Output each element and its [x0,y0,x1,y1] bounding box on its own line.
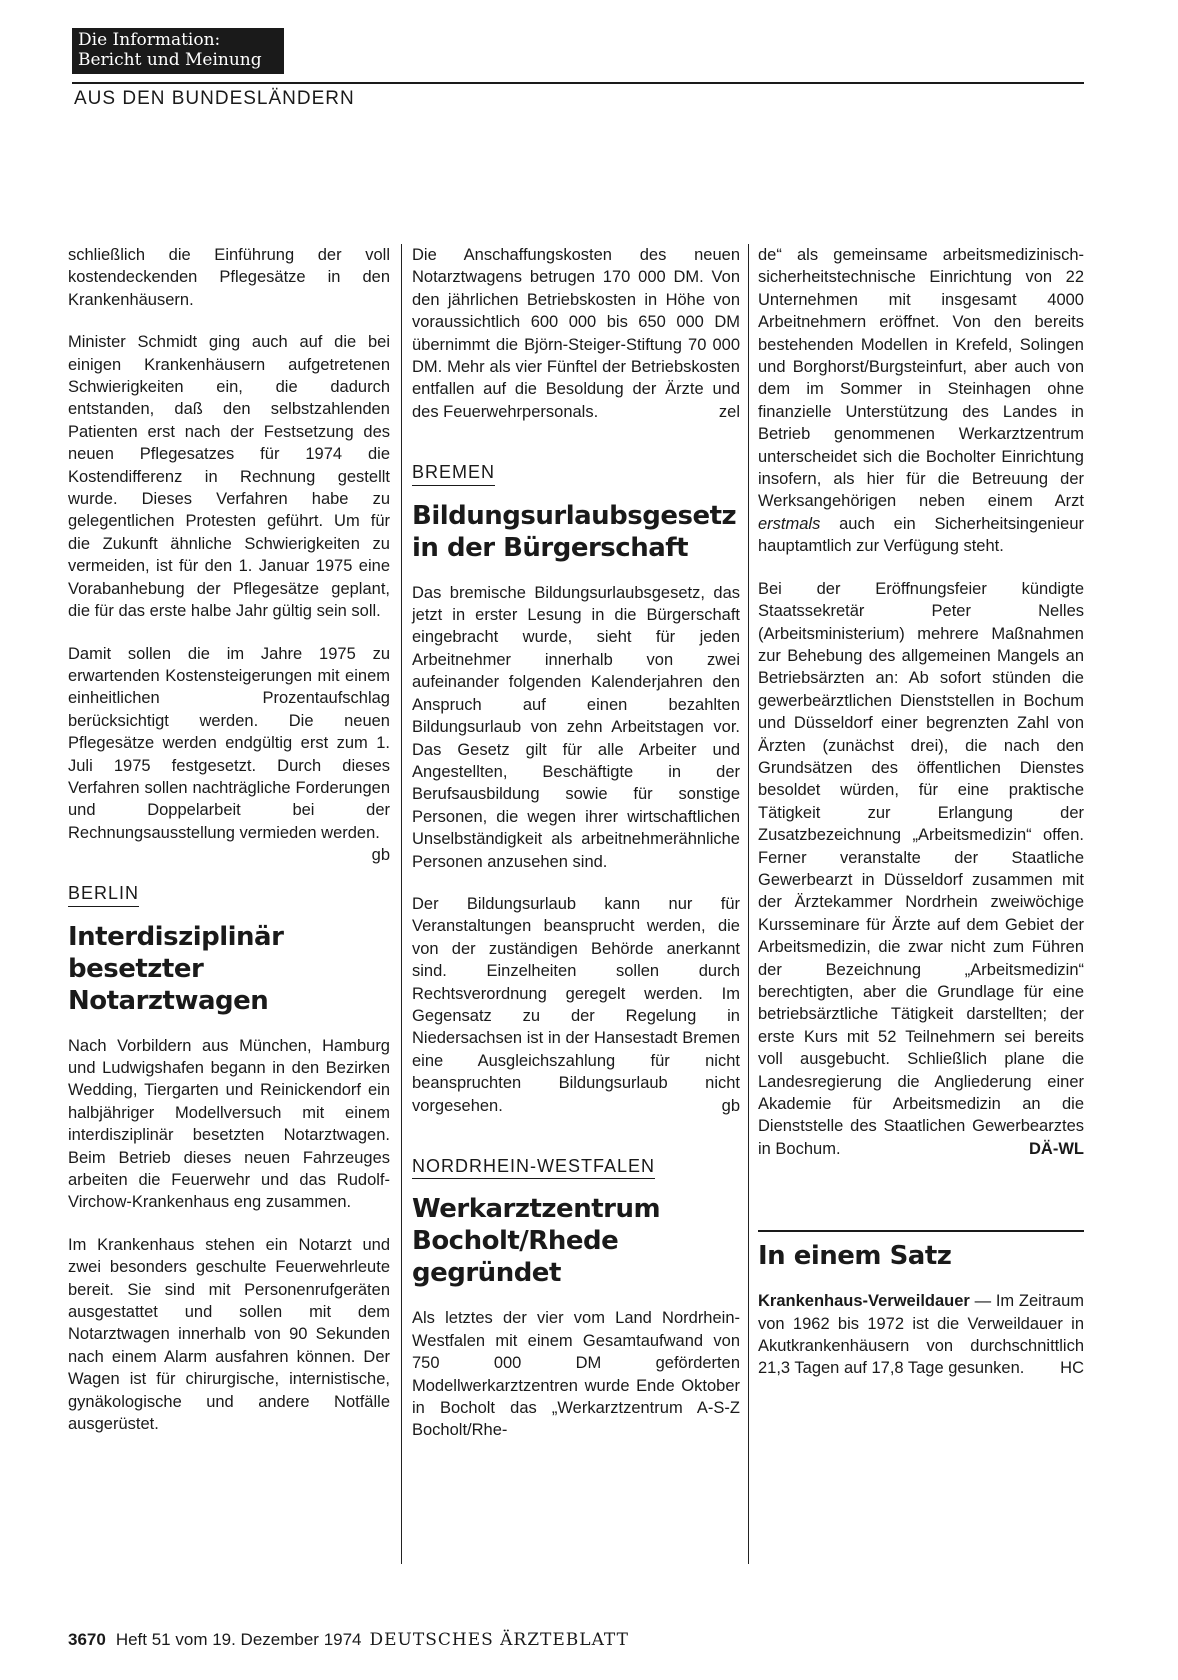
paragraph: Nach Vorbildern aus München, Hamburg und Ludwigshafen begann in den Bezirken Wedding, Tiergarten und Reinickendorf ein halbjähriger Modellversuch mit einem interdisziplinär besetzten Notarztwagen. Beim Betrieb dieses neuen Fahrzeuges arbeiten die Feuerwehr und das Rudolf-Virchow-Krankenhaus eng zusammen. [68,1036,390,1212]
author-initials: HC [1060,1359,1084,1378]
paragraph-text: Bei der Eröffnungsfeier kündigte Staatssekretär Peter Nelles (Arbeitsministerium) mehrere Maßnahmen zur Behebung des allgemeinen Mangels an Betriebsärzten an: Ab sofort stünden die gewerbeärztlichen Dienststellen in Bochum und Düsseldorf einer begrenzten Zahl von Ärzten (zunächst drei), die nach den Grundsätzen des öffentlichen Dienstes besoldet würden, für eine praktische Tätigkeit zur Erlangung der Zusatzbezeichnung „Arbeitsmedizin“ offen. Ferner veranstalte der Staatliche Gewerbearzt in Düsseldorf zusammen mit der Ärztekammer Nordrhein zweiwöchige Kursseminare für Ärzte auf dem Gebiet der Arbeitsmedizin, die zwar nicht zum Führen der Bezeichnung „Arbeitsmedizin“ berechtigten, aber die Grundlage für eine betriebsärztliche Tätigkeit darstellten; der erste Kurs mit 52 Teilnehmern sei bereits voll ausgebucht. Schließlich plane die Landesregierung die Angliederung einer Akademie für Arbeitsmedizin an die Dienststelle des Staatlichen Gewerbearztes in Bochum. [758,579,1084,1158]
paragraph [68,643,390,865]
article-headline: Werkarztzentrum Bocholt/Rhede gegründet [412,1194,661,1289]
author-initials: DÄ-WL [1029,1139,1084,1158]
paragraph-text: auch ein Sicherheitsingenieur hauptamtlich zur Verfügung steht. [758,514,1084,556]
rubric-line-2: Bericht und Meinung [78,50,262,70]
region-label-bremen: BREMEN [412,461,495,485]
article-headline: Bildungsurlaubsgesetz in der Bürgerschaft [412,500,737,563]
region-label-berlin: BERLIN [68,882,139,906]
paragraph: Das bremische Bildungsurlaubsgesetz, das jetzt in erster Lesung in die Bürgerschaft eingebracht wurde, sieht für jeden Arbeitnehmer innerhalb von zwei aufeinander folgenden Kalenderjahren den Anspruch auf einen bezahlten Bildungsurlaub von zehn Arbeitstagen vor. Das Gesetz gilt für alle Arbeiter und Angestellten, Beschäftigte in der Berufsausbildung sowie für sonstige Personen, die wegen ihrer wirtschaftlichen Unselbständigkeit als arbeitnehmerähnliche Personen anzusehen sind. [412,583,740,871]
paragraph-text: Damit sollen die im Jahre 1975 zu erwartenden Kostensteigerungen mit einem einheitlichen Prozentaufschlag berücksichtigt werden. Die neuen Pflegesätze werden endgültig erst zum 1. Juli 1975 festgesetzt. Durch dieses Verfahren sollen nachträgliche Forderungen und Doppelarbeit bei der Rechnungsausstellung vermieden werden. [68,644,390,842]
paragraph: Im Krankenhaus stehen ein Notarzt und zwei besonders geschulte Feuerwehrleute bereit. Sie sind mit Personenrufgeräten ausgestattet und sollen mit dem Notarztwagen innerhalb von 90 Sekunden nach einem Alarm ausfahren können. Der Wagen ist für chirurgische, internistische, gynäkologische und andere Notfälle ausgerüstet. [68,1235,390,1434]
paragraph [412,244,740,423]
page-footer [68,1630,629,1650]
rubric-line-1: Die Information: [78,30,221,50]
paragraph [758,1290,1084,1380]
author-initials: zel [718,402,740,421]
magazine-name: DEUTSCHES ÄRZTEBLATT [369,1630,629,1650]
column-3 [758,244,1084,1400]
region-label-nrw: NORDRHEIN-WESTFALEN [412,1155,655,1179]
emphasis-text: erstmals [758,514,821,533]
box-headline: In einem Satz [758,1241,952,1272]
column-divider-1 [401,244,402,1564]
column-2 [412,244,740,1462]
rubric-box [72,28,284,74]
paragraph [758,244,1084,558]
paragraph [412,893,740,1117]
lead-in: Krankenhaus-Verweildauer [758,1292,970,1311]
paragraph: Als letztes der vier vom Land Nordrhein-Westfalen mit einem Gesamtaufwand von 750 000 DM geförderten Modellwerkarztzentren wurde Ende Oktober in Bocholt das „Werkarztzentrum A-S-Z Bocholt/Rhe- [412,1309,740,1440]
author-initials: gb [371,846,390,865]
page-number: 3670 [68,1630,106,1649]
header-rule [72,82,1084,84]
paragraph: schließlich die Einführung der voll kostendeckenden Pflegesätze in den Krankenhäusern. [68,246,390,309]
paragraph-text: Die Anschaffungskosten des neuen Notarztwagens betrugen 170 000 DM. Von den jährlichen Betriebskosten in Höhe von voraussichtlich 600 000 bis 650 000 DM übernimmt die Björn-Steiger-Stiftung 70 000 DM. Mehr als vier Fünftel der Betriebskosten entfallen auf die Besoldung der Ärzte und des Feuerwehrpersonals. [412,246,740,421]
box-top-rule [758,1230,1084,1232]
author-initials: gb [721,1096,740,1115]
paragraph-text: de“ als gemeinsame arbeitsmedizinisch-sicherheitstechnische Einrichtung von 22 Unternehmen mit insgesamt 4000 Arbeitnehmern eröffnet. Von den bereits bestehenden Modellen in Krefeld, Solingen und Borghorst/Burgsteinfurt, aber auch von dem im Sommer in Steinhagen ohne finanzielle Unterstützung des Landes in Betrieb genommenen Werkarztzentrum unterscheidet sich die Bocholter Einrichtung insofern, als hier für die Betreuung der Werksangehörigen neben einem Arzt [758,246,1084,511]
issue-info: Heft 51 vom 19. Dezember 1974 [115,1630,362,1649]
paragraph: Minister Schmidt ging auch auf die bei einigen Krankenhäusern aufgetretenen Schwierigkeiten ein, die dadurch entstanden, daß den selbstzahlenden Patienten erst nach der Festsetzung des neuen Pflegesatzes für 1974 die Kostendifferenz in Rechnung gestellt wurde. Dieses Verfahren habe zu gelegentlichen Protesten geführt. Um für die Zukunft ähnliche Schwierigkeiten zu vermeiden, ist für den 1. Januar 1975 eine Vorabanhebung der Pflegesätze geplant, die für das erste halbe Jahr gültig sein soll. [68,333,390,621]
article-headline: Interdisziplinär besetzter Notarztwagen [68,921,284,1016]
section-title: AUS DEN BUNDESLÄNDERN [74,88,355,109]
paragraph-text: — Im Zeitraum von 1962 bis 1972 ist die Verweildauer in Akutkrankenhäusern von durchschnittlich 21,3 Tagen auf 17,8 Tage gesunken. [758,1292,1084,1378]
column-1 [68,244,390,1455]
paragraph-text: Der Bildungsurlaub kann nur für Veranstaltungen beansprucht werden, die von der zuständigen Behörde anerkannt sind. Einzelheiten sollen durch Rechtsverordnung geregelt werden. Im Gegensatz zu der Regelung in Niedersachsen ist in der Hansestadt Bremen eine Ausgleichszahlung für nicht beanspruchten Bildungsurlaub nicht vorgesehen. [412,894,740,1115]
paragraph [758,578,1084,1161]
column-divider-2 [748,244,749,1564]
